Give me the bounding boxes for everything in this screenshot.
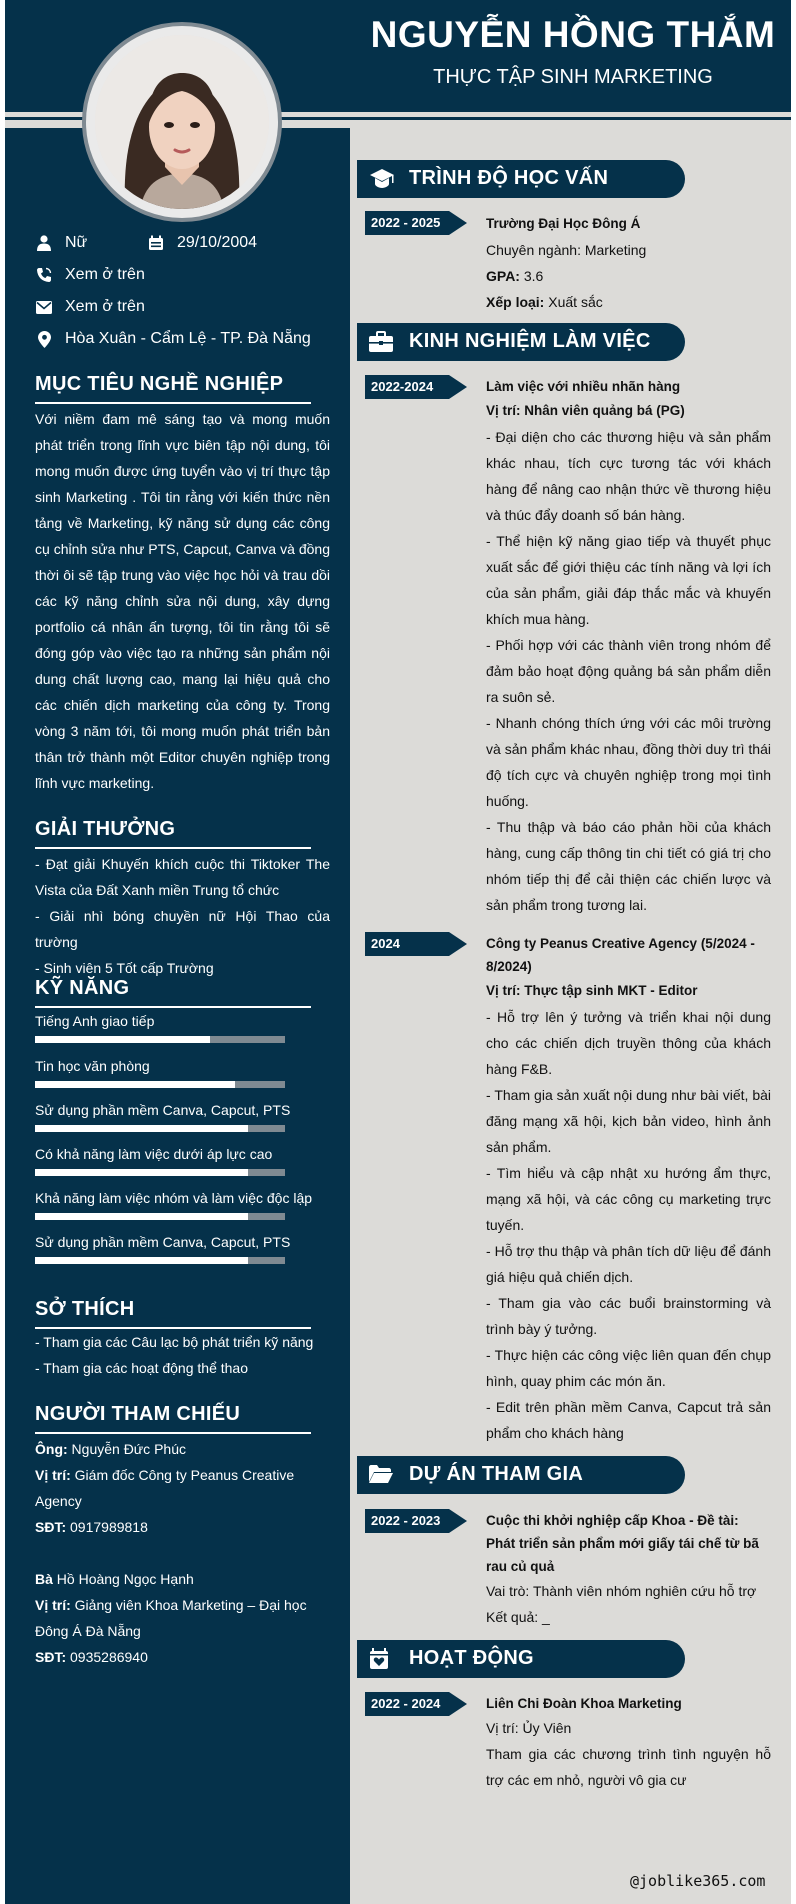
avatar — [82, 22, 282, 222]
education-banner — [357, 160, 685, 198]
activity-desc: Tham gia các chương trình tình nguyện hỗ trợ các em nhỏ, người vô gia cư — [486, 1746, 771, 1788]
skill-bar — [35, 1036, 285, 1043]
skill-bar — [35, 1081, 285, 1088]
activity-org: Liên Chi Đoàn Khoa Marketing — [486, 1696, 682, 1711]
experience-date: 2022-2024 — [371, 379, 434, 394]
experience-bullet: - Tìm hiểu và cập nhật xu hướng ẩm thực, mạng xã hội, và các công cụ marketing trực tuyến. — [486, 1165, 771, 1233]
awards-list — [35, 851, 330, 981]
experience-entry — [486, 375, 771, 918]
email-row — [35, 298, 145, 316]
footer-watermark: @joblike365.com — [630, 1872, 766, 1890]
heart-calendar-icon — [369, 1648, 393, 1670]
resume-page — [5, 0, 791, 1904]
experience-bullet: - Nhanh chóng thích ứng với các môi trường và sản phẩm khác nhau, đồng thời duy trì thái độ tích cực và chuyên nghiệp trong mọi tình huống. — [486, 715, 771, 809]
person-icon — [35, 234, 53, 252]
project-result: Kết quả: _ — [486, 1609, 550, 1625]
awards-underline — [35, 847, 311, 849]
phone-value: Xem ở trên — [65, 266, 145, 283]
experience-company: Làm việc với nhiều nhãn hàng — [486, 379, 681, 394]
experience-bullet: - Thực hiện các công việc liên quan đến chụp hình, quay phim các món ăn. — [486, 1347, 771, 1389]
experience-role: Vị trí: Thực tập sinh MKT - Editor — [486, 983, 698, 998]
rank-row: Xếp loại: Xuất sắc — [486, 294, 603, 310]
experience-role: Vị trí: Nhân viên quảng bá (PG) — [486, 403, 685, 418]
skill-label: Sử dụng phần mềm Canva, Capcut, PTS — [35, 1234, 291, 1250]
experience-bullet: - Hỗ trợ lên ý tưởng và triển khai nội dung cho các chiến dịch truyền thông của khách hàng F&B. — [486, 1009, 771, 1077]
projects-banner — [357, 1456, 685, 1494]
address-value: Hòa Xuân - Cẩm Lệ - TP. Đà Nẵng — [65, 330, 311, 347]
skills-underline — [35, 1006, 311, 1008]
project-name: Cuộc thi khởi nghiệp cấp Khoa - Đề tài: Phát triển sản phẩm mới giấy tái chế từ bã rau củ quả — [486, 1513, 759, 1574]
experience-bullet: - Tham gia vào các buổi brainstorming và trình bày ý tưởng. — [486, 1295, 771, 1337]
activities-banner — [357, 1640, 685, 1678]
reference-position-row: Vị trí: Giám đốc Công ty Peanus Creative Agency — [35, 1467, 295, 1509]
skill-fill — [35, 1081, 235, 1088]
address-row — [35, 330, 311, 348]
experience-bullet: - Edit trên phần mềm Canva, Capcut trả sản phẩm cho khách hàng — [486, 1399, 771, 1441]
skill-fill — [35, 1257, 248, 1264]
award-item: - Đạt giải Khuyến khích cuộc thi Tiktoker The Vista của Đất Xanh miền Trung tổ chức — [35, 856, 330, 898]
reference-2 — [35, 1566, 330, 1670]
award-item: - Sinh viên 5 Tốt cấp Trường — [35, 960, 214, 976]
projects-title: DỰ ÁN THAM GIA — [409, 1463, 584, 1485]
hobbies-list — [35, 1329, 330, 1381]
experience-bullet: - Hỗ trợ thu thập và phân tích dữ liệu để đánh giá hiệu quả chiến dịch. — [486, 1243, 771, 1285]
activities-date: 2022 - 2024 — [371, 1696, 441, 1711]
education-date-tag — [365, 211, 467, 235]
skill-bar — [35, 1169, 285, 1176]
candidate-name: NGUYỄN HỒNG THẮM — [370, 14, 776, 55]
reference-phone-row: SĐT: 0935286940 — [35, 1649, 148, 1665]
skill-label: Có khả năng làm việc dưới áp lực cao — [35, 1146, 273, 1162]
gpa-row: GPA: 3.6 — [486, 268, 544, 284]
major: Chuyên ngành: Marketing — [486, 242, 647, 258]
hobby-item: - Tham gia các Câu lạc bộ phát triển kỹ năng — [35, 1334, 314, 1350]
award-item: - Giải nhì bóng chuyền nữ Hội Thao của trường — [35, 908, 330, 950]
experience-company: Công ty Peanus Creative Agency (5/2024 - 8/2024) — [486, 936, 755, 974]
location-pin-icon — [35, 330, 53, 348]
skill-bar — [35, 1125, 285, 1132]
birthday-value: 29/10/2004 — [177, 234, 258, 251]
experience-bullet: - Tham gia sản xuất nội dung như bài viết, bài đăng mạng xã hội, kịch bản video, hình ảnh sản phẩm. — [486, 1087, 771, 1155]
experience-banner — [357, 323, 685, 361]
objective-underline — [35, 402, 311, 404]
projects-date-tag — [365, 1509, 467, 1533]
references-underline — [35, 1432, 311, 1434]
skill-fill — [35, 1036, 210, 1043]
skill-label: Khả năng làm việc nhóm và làm việc độc lập — [35, 1190, 313, 1206]
experience-title: KINH NGHIỆM LÀM VIỆC — [409, 330, 651, 352]
activity-role: Vị trí: Ủy Viên — [486, 1720, 572, 1736]
profile-photo — [95, 35, 269, 209]
project-entry — [486, 1509, 771, 1630]
phone-row — [35, 266, 145, 284]
education-date: 2022 - 2025 — [371, 215, 441, 230]
reference-phone-row: SĐT: 0917989818 — [35, 1519, 148, 1535]
skill-fill — [35, 1169, 248, 1176]
hobbies-title: SỞ THÍCH — [35, 1298, 135, 1320]
gender-row — [35, 234, 87, 252]
birthday-row — [147, 234, 257, 252]
education-entry — [486, 211, 771, 315]
skill-label: Tin học văn phòng — [35, 1058, 150, 1074]
objective-text: Với niềm đam mê sáng tạo và mong muốn phát triển trong lĩnh vực biên tập nội dung, tôi mong muốn được ứng tuyển vào vị trí thực tập sinh Marketing . Tôi tin rằng với kiến thức nền tảng về Marketing, kỹ năng sử dụng các công cụ chỉnh sửa như PTS, Capcut, Canva và đồng thời ôi sẽ tập trung vào việc học hỏi và trau dồi các kỹ năng chỉnh sửa nội dung, xây dựng portfolio cá nhân ấn tượng, tôi tin rằng tôi sẽ đóng góp vào việc tạo ra những sản phẩm nội dung chất lượng cao, mang lại hiệu quả cho các chiến dịch marketing của công ty. Trong vòng 3 năm tới, tôi mong muốn phát triển bản thân trở thành một Editor chuyên nghiệp trong lĩnh vực marketing. — [35, 411, 330, 791]
skill-fill — [35, 1125, 248, 1132]
experience-bullet: - Phối hợp với các thành viên trong nhóm để đảm bảo hoạt động quảng bá sản phẩm diễn ra suôn sẻ. — [486, 637, 771, 705]
gender-value: Nữ — [65, 234, 88, 251]
objective-title: MỤC TIÊU NGHỀ NGHIỆP — [35, 373, 284, 395]
school-name: Trường Đại Học Đông Á — [486, 216, 641, 231]
email-value: Xem ở trên — [65, 298, 145, 315]
education-title: TRÌNH ĐỘ HỌC VẤN — [409, 167, 609, 189]
reference-position-row: Vị trí: Giảng viên Khoa Marketing – Đại học Đông Á Đà Nẵng — [35, 1597, 307, 1639]
experience-bullet: - Thể hiện kỹ năng giao tiếp và thuyết phục xuất sắc để giới thiệu các tính năng và lợi ích của sản phẩm, giải đáp thắc mắc và khuyến khích mua hàng. — [486, 533, 771, 627]
projects-date: 2022 - 2023 — [371, 1513, 441, 1528]
hobby-item: - Tham gia các hoạt động thể thao — [35, 1360, 248, 1376]
experience-entry — [486, 932, 771, 1446]
references-title: NGƯỜI THAM CHIẾU — [35, 1403, 241, 1425]
briefcase-icon — [369, 331, 393, 353]
graduation-cap-icon — [369, 168, 393, 190]
experience-bullet: - Đại diện cho các thương hiệu và sản phẩm khác nhau, tích cực tương tác với khách hàng để nâng cao nhận thức về thương hiệu và thúc đẩy doanh số bán hàng. — [486, 429, 771, 523]
experience-date-tag — [365, 375, 467, 399]
awards-title: GIẢI THƯỞNG — [35, 818, 176, 840]
folder-icon — [369, 1464, 393, 1486]
calendar-icon — [147, 234, 165, 252]
activities-date-tag — [365, 1692, 467, 1716]
skill-fill — [35, 1213, 248, 1220]
reference-name-row: Bà Hồ Hoàng Ngọc Hạnh — [35, 1571, 194, 1587]
skill-label: Tiếng Anh giao tiếp — [35, 1013, 155, 1029]
skills-title: KỸ NĂNG — [35, 977, 130, 999]
reference-name-row: Ông: Nguyễn Đức Phúc — [35, 1441, 186, 1457]
candidate-role: THỰC TẬP SINH MARKETING — [433, 66, 713, 88]
envelope-icon — [35, 298, 53, 316]
skill-bar — [35, 1213, 285, 1220]
experience-date: 2024 — [371, 936, 400, 951]
skill-bar — [35, 1257, 285, 1264]
reference-1 — [35, 1436, 330, 1540]
activities-title: HOẠT ĐỘNG — [409, 1647, 534, 1669]
skill-label: Sử dụng phần mềm Canva, Capcut, PTS — [35, 1102, 291, 1118]
experience-date-tag — [365, 932, 467, 956]
project-role: Vai trò: Thành viên nhóm nghiên cứu hỗ trợ — [486, 1583, 757, 1599]
activity-entry — [486, 1692, 771, 1793]
experience-bullet: - Thu thập và báo cáo phản hồi của khách hàng, cung cấp thông tin chi tiết có giá trị cho nhóm tiếp thị để cải thiện các chiến lược và sản phẩm trong tương lai. — [486, 819, 771, 913]
phone-icon — [35, 266, 53, 284]
